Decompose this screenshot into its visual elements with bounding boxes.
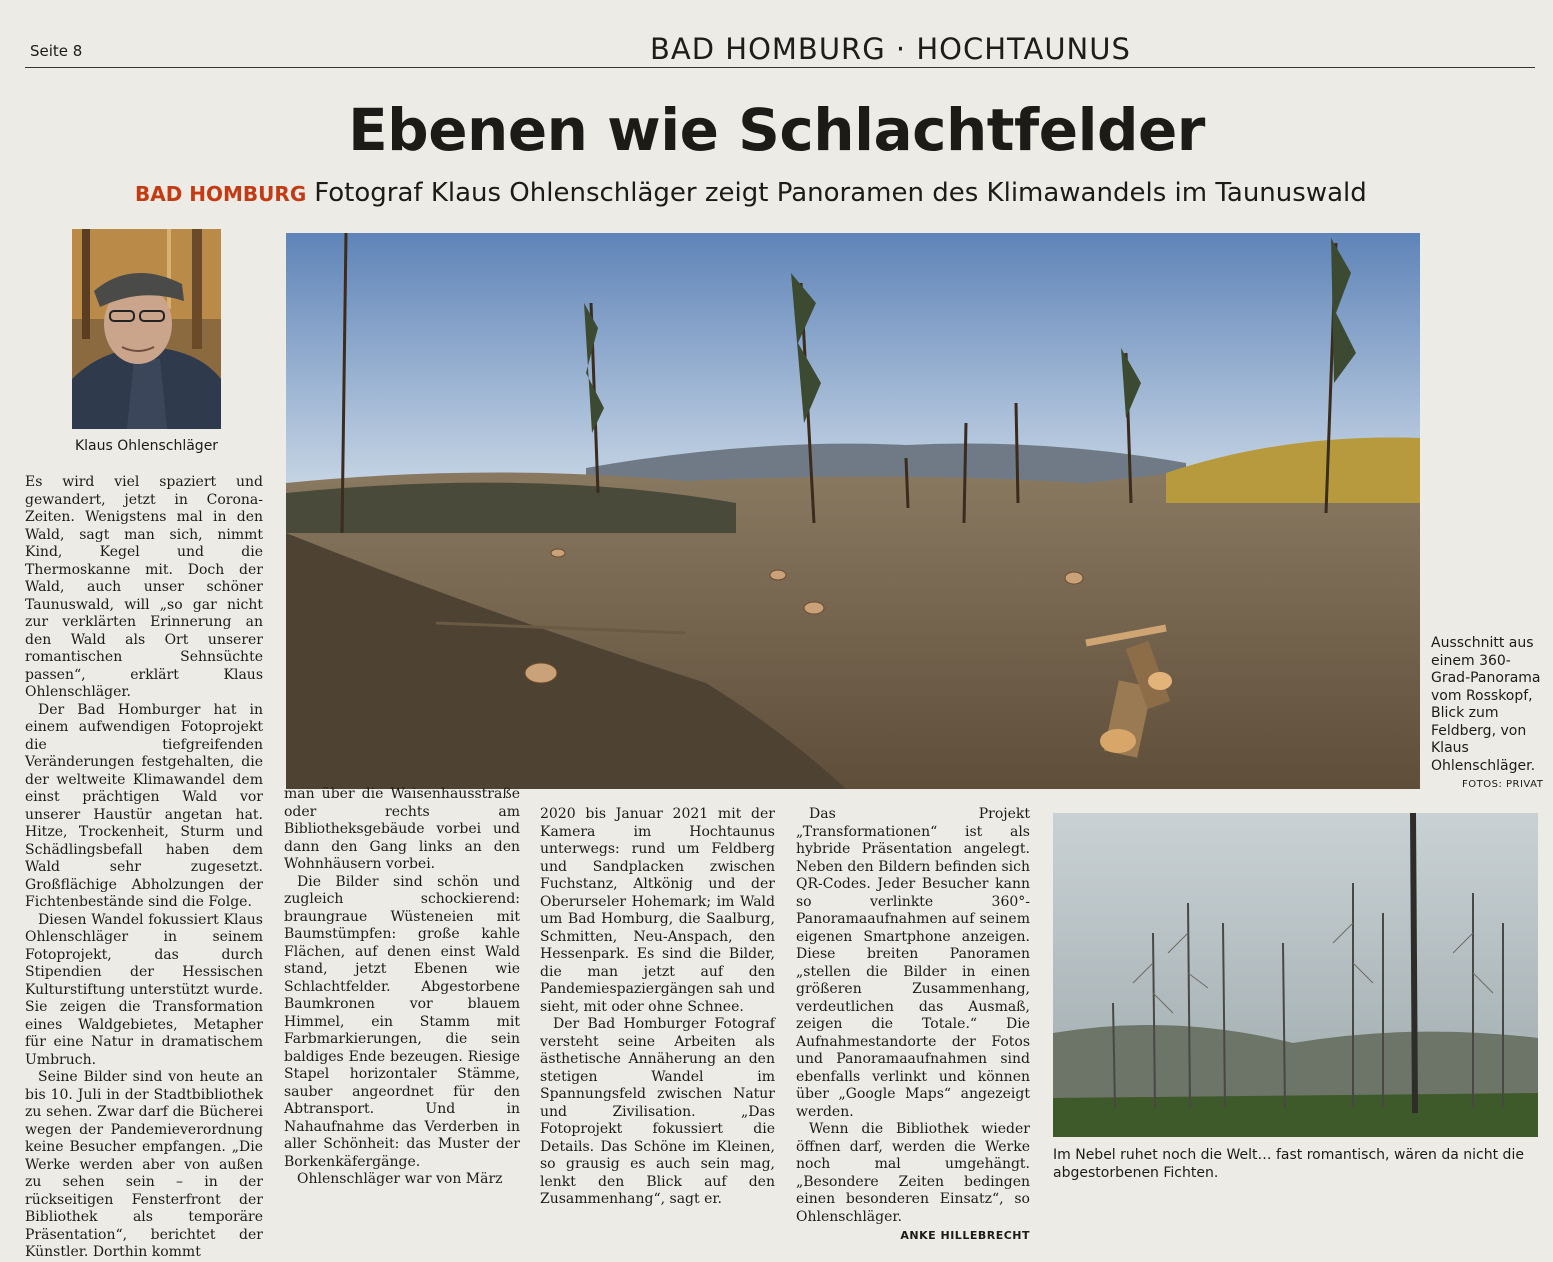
page-number: Seite 8	[30, 42, 83, 60]
paragraph: Der Bad Homburger Fotograf versteht seine Arbeiten als ästhetische Annäherung an den stetigen Wandel im Spannungsfeld zwischen Natur und Zivilisation. „Das Fotoprojekt fokussiert die Details. Das Schöne im Kleinen, so grausig es auch sein mag, lenkt den Blick auf den Zusammenhang“, sagt er.	[540, 1016, 775, 1207]
portrait-photo	[72, 229, 221, 429]
paragraph: Es wird viel spaziert und gewandert, jetzt in Corona-Zeiten. Wenigstens mal in den Wald, sagt man sich, nimmt Kind, Kegel und die Thermoskanne mit. Doch der Wald, auch unser schöner Taunuswald, will „so gar nicht zur verklärten Erinnerung an den Wald als Ort unserer romantischen Sehnsüchte passen“, erklärt Klaus Ohlenschläger.	[25, 474, 263, 700]
article-column-3	[540, 806, 775, 1209]
paragraph: Seine Bilder sind von heute an bis 10. Juli in der Stadtbibliothek zu sehen. Zwar darf die Bücherei wegen der Pandemieverordnung keine Besucher empfangen. „Die Werke werden aber von außen zu sehen sein – in der rückseitigen Fensterfront der Bibliothek als temporäre Präsentation“, berichtet der Künstler. Dorthin kommt	[25, 1069, 263, 1260]
paragraph: 2020 bis Januar 2021 mit der Kamera im Hochtaunus unterwegs: rund um Feldberg und Sandplacken zwischen Fuchstanz, Altkönig und der Oberurseler Hohemark; im Wald um Bad Homburg, die Saalburg, Schmitten, Neu-Anspach, den Hessenpark. Es sind die Bilder, die man jetzt auf den Pandemiespaziergängen sah und sieht, mit oder ohne Schnee.	[540, 806, 775, 1015]
portrait-caption: Klaus Ohlenschläger	[74, 438, 219, 454]
panorama-photo	[286, 233, 1420, 789]
paragraph: Die Bilder sind schön und zugleich schockierend: braungraue Wüsteneien mit Baumstümpfen: große kahle Flächen, auf denen einst Wald stand, jetzt Ebenen wie Schlachtfelder. Abgestorbene Baumkronen vor blauem Himmel, ein Stamm mit Farbmarkierungen, die sein baldiges Ende bezeugen. Riesige Stapel horizontaler Stämme, sauber angeordnet für den Abtransport. Und in Nahaufnahme das Verderben in aller Schönheit: das Muster der Borkenkäfergänge.	[284, 873, 520, 1170]
paragraph: Ohlenschläger war von März	[297, 1171, 503, 1187]
paragraph: Diesen Wandel fokussiert Klaus Ohlenschläger in seinem Fotoprojekt, das durch Stipendien der Hessischen Kulturstiftung unterstützt wurde. Sie zeigen die Transformation eines Waldgebietes, Metapher für eine Natur in dramatischem Umbruch.	[25, 911, 263, 1068]
article-column-1	[25, 474, 263, 1262]
paragraph: man über die Waisenhausstraße oder rechts am Bibliotheksgebäude vorbei und dann den Gang links an den Wohnhäusern vorbei.	[284, 786, 520, 872]
article-column-2	[284, 786, 520, 1189]
subheadline	[135, 178, 1367, 208]
header-rule	[25, 67, 1535, 68]
paragraph: Das Projekt „Transformationen“ ist als hybride Präsentation angelegt. Neben den Bildern befinden sich QR-Codes. Jeder Besucher kann so verlinkte 360°-Panoramaaufnahmen auf seinem eigenen Smartphone anzeigen. Diese breiten Panoramen „stellen die Bilder in einen größeren Zusammenhang, verdeutlichen das Ausmaß, zeigen die Totale.“ Die Aufnahmestandorte der Fotos und Panoramaaufnahmen sind ebenfalls verlinkt und können über „Google Maps“ angezeigt werden.	[796, 806, 1030, 1120]
photo-credit: FOTOS: PRIVAT	[1462, 779, 1544, 790]
panorama-caption: Ausschnitt aus einem 360-Grad-Panorama vom Rosskopf, Blick zum Feldberg, von Klaus Ohlenschläger.	[1431, 635, 1541, 774]
paragraph: Der Bad Homburger hat in einem aufwendigen Fotoprojekt die tiefgreifenden Veränderungen festgehalten, die der weltweite Klimawandel dem einst prächtigen Wald vor unserer Haustür angetan hat. Hitze, Trockenheit, Sturm und Schädlingsbefall haben dem Wald sehr zugesetzt. Großflächige Abholzungen der Fichtenbestände sind die Folge.	[25, 701, 263, 910]
section-header: BAD HOMBURG · HOCHTAUNUS	[650, 32, 1131, 66]
author-byline: ANKE HILLEBRECHT	[900, 1229, 1030, 1242]
paragraph: Wenn die Bibliothek wieder öffnen darf, werden die Werke noch mal umgehängt. „Besondere Zeiten bedingen einen besonderen Einsatz“, so Ohlenschläger.	[796, 1121, 1030, 1225]
subheadline-location: BAD HOMBURG	[135, 182, 307, 206]
fog-forest-photo	[1053, 813, 1538, 1137]
article-column-4	[796, 806, 1030, 1245]
headline: Ebenen wie Schlachtfelder	[348, 96, 1205, 164]
subheadline-text: Fotograf Klaus Ohlenschläger zeigt Panoramen des Klimawandels im Taunuswald	[314, 178, 1367, 208]
fog-photo-caption: Im Nebel ruhet noch die Welt… fast romantisch, wären da nicht die abgestorbenen Fichten.	[1053, 1147, 1524, 1181]
